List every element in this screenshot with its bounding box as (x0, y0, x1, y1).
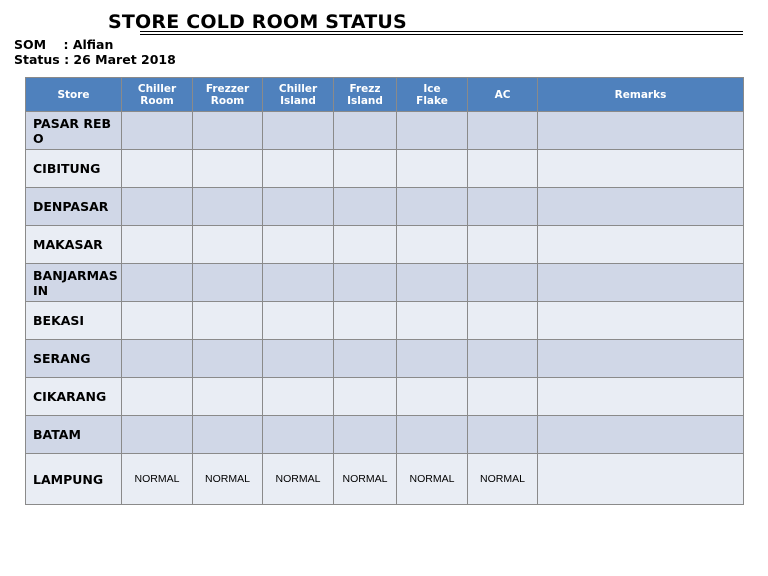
ice-flake-cell (397, 302, 468, 340)
frezz-island-cell (334, 340, 397, 378)
column-header-remarks: Remarks (538, 78, 744, 112)
chiller-island-cell (263, 264, 334, 302)
ice-flake-cell (397, 378, 468, 416)
frezzer-room-cell (193, 340, 263, 378)
chiller-island-cell (263, 112, 334, 150)
chiller-room-cell (122, 264, 193, 302)
chiller-island-cell (263, 188, 334, 226)
frezz-island-cell (334, 264, 397, 302)
chiller-room-cell (122, 112, 193, 150)
column-header-chiller-room: Chiller Room (122, 78, 193, 112)
chiller-island-cell (263, 226, 334, 264)
remarks-cell (538, 150, 744, 188)
cold-room-status-table (25, 77, 744, 505)
table-row (26, 264, 744, 302)
frezz-island-cell (334, 378, 397, 416)
table-row (26, 188, 744, 226)
chiller-island-cell: NORMAL (263, 454, 334, 505)
frezzer-room-cell (193, 112, 263, 150)
remarks-cell (538, 454, 744, 505)
som-line: SOM : Alfian (14, 37, 114, 52)
chiller-island-cell (263, 150, 334, 188)
ice-flake-cell (397, 416, 468, 454)
store-name-cell: DENPASAR (26, 188, 122, 226)
remarks-cell (538, 378, 744, 416)
ac-cell (468, 340, 538, 378)
frezzer-room-cell (193, 226, 263, 264)
table-row (26, 340, 744, 378)
chiller-room-cell (122, 340, 193, 378)
frezzer-room-cell: NORMAL (193, 454, 263, 505)
ice-flake-cell (397, 112, 468, 150)
frezzer-room-cell (193, 416, 263, 454)
chiller-island-cell (263, 302, 334, 340)
column-header-store: Store (26, 78, 122, 112)
store-name-cell: CIBITUNG (26, 150, 122, 188)
column-header-frezzer-room: Frezzer Room (193, 78, 263, 112)
ice-flake-cell (397, 264, 468, 302)
table-row (26, 226, 744, 264)
chiller-island-cell (263, 340, 334, 378)
frezzer-room-cell (193, 188, 263, 226)
store-name-cell: SERANG (26, 340, 122, 378)
store-name-cell: PASAR REBO (26, 112, 122, 150)
chiller-room-cell: NORMAL (122, 454, 193, 505)
chiller-room-cell (122, 226, 193, 264)
frezzer-room-cell (193, 378, 263, 416)
table-row (26, 454, 744, 505)
ac-cell (468, 150, 538, 188)
ac-cell (468, 302, 538, 340)
remarks-cell (538, 188, 744, 226)
chiller-room-cell (122, 416, 193, 454)
ice-flake-cell (397, 340, 468, 378)
frezz-island-cell: NORMAL (334, 454, 397, 505)
remarks-cell (538, 226, 744, 264)
ac-cell (468, 378, 538, 416)
column-header-chiller-island: Chiller Island (263, 78, 334, 112)
remarks-cell (538, 302, 744, 340)
store-name-cell: BATAM (26, 416, 122, 454)
column-header-ac: AC (468, 78, 538, 112)
remarks-cell (538, 112, 744, 150)
frezz-island-cell (334, 150, 397, 188)
frezz-island-cell (334, 188, 397, 226)
table-row (26, 416, 744, 454)
ice-flake-cell (397, 226, 468, 264)
ac-cell (468, 112, 538, 150)
frezzer-room-cell (193, 150, 263, 188)
table-row (26, 112, 744, 150)
column-header-ice-flake: Ice Flake (397, 78, 468, 112)
ice-flake-cell (397, 188, 468, 226)
remarks-cell (538, 340, 744, 378)
frezz-island-cell (334, 302, 397, 340)
page-title: STORE COLD ROOM STATUS (108, 11, 407, 33)
remarks-cell (538, 416, 744, 454)
store-name-cell: LAMPUNG (26, 454, 122, 505)
chiller-island-cell (263, 416, 334, 454)
ice-flake-cell: NORMAL (397, 454, 468, 505)
status-date-line: Status : 26 Maret 2018 (14, 52, 176, 67)
title-double-rule (140, 31, 743, 35)
chiller-room-cell (122, 378, 193, 416)
table-row (26, 150, 744, 188)
ac-cell (468, 226, 538, 264)
store-name-cell: MAKASAR (26, 226, 122, 264)
remarks-cell (538, 264, 744, 302)
frezzer-room-cell (193, 302, 263, 340)
table-body (26, 112, 744, 505)
frezz-island-cell (334, 416, 397, 454)
ac-cell (468, 188, 538, 226)
frezzer-room-cell (193, 264, 263, 302)
ice-flake-cell (397, 150, 468, 188)
column-header-frezz-island: Frezz Island (334, 78, 397, 112)
chiller-room-cell (122, 150, 193, 188)
ac-cell: NORMAL (468, 454, 538, 505)
ac-cell (468, 416, 538, 454)
frezz-island-cell (334, 112, 397, 150)
chiller-island-cell (263, 378, 334, 416)
table-row (26, 302, 744, 340)
store-name-cell: BEKASI (26, 302, 122, 340)
store-name-cell: CIKARANG (26, 378, 122, 416)
chiller-room-cell (122, 188, 193, 226)
chiller-room-cell (122, 302, 193, 340)
frezz-island-cell (334, 226, 397, 264)
table-row (26, 378, 744, 416)
store-name-cell: BANJARMASIN (26, 264, 122, 302)
ac-cell (468, 264, 538, 302)
table-header-row (26, 78, 744, 112)
